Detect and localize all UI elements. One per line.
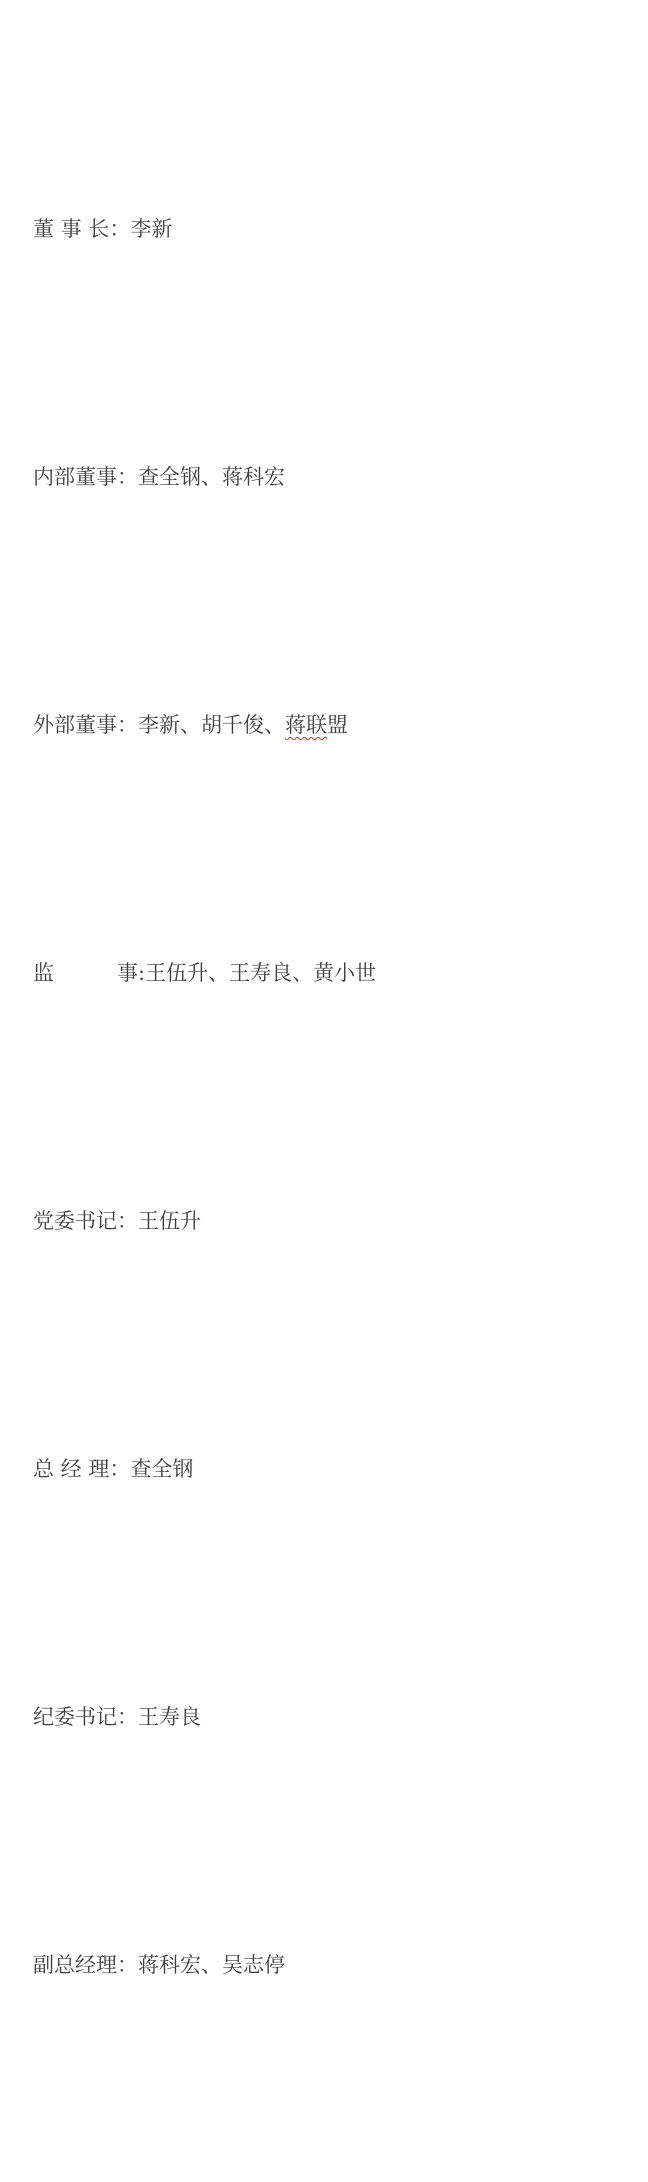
line-text: 董 事 长：李新 (33, 217, 173, 241)
line-text: 监 事:王伍升、王寿良、黄小世 (33, 961, 377, 985)
line-chairman (33, 198, 638, 260)
line-text: 总 经 理：查全钢 (33, 1457, 194, 1481)
line-internal-directors (33, 446, 638, 508)
line-supervisors (33, 942, 638, 1004)
misspelled-text-squiggle: 蒋联 (285, 713, 327, 737)
line-party-secretary (33, 1190, 638, 1252)
document-text-block (33, 12, 638, 2182)
line-text: 副总经理：蒋科宏、吴志停 (33, 1953, 285, 1977)
line-text: 内部董事：查全钢、蒋科宏 (33, 465, 285, 489)
line-deputy-gm (33, 1934, 638, 1996)
line-text: 外部董事：李新、胡千俊、 (33, 713, 285, 737)
line-external-directors (33, 694, 638, 756)
line-text: 党委书记：王伍升 (33, 1209, 201, 1233)
line-general-manager (33, 1438, 638, 1500)
line-discipline-secretary (33, 1686, 638, 1748)
line-text: 盟 (327, 713, 348, 737)
line-text: 纪委书记：王寿良 (33, 1705, 201, 1729)
